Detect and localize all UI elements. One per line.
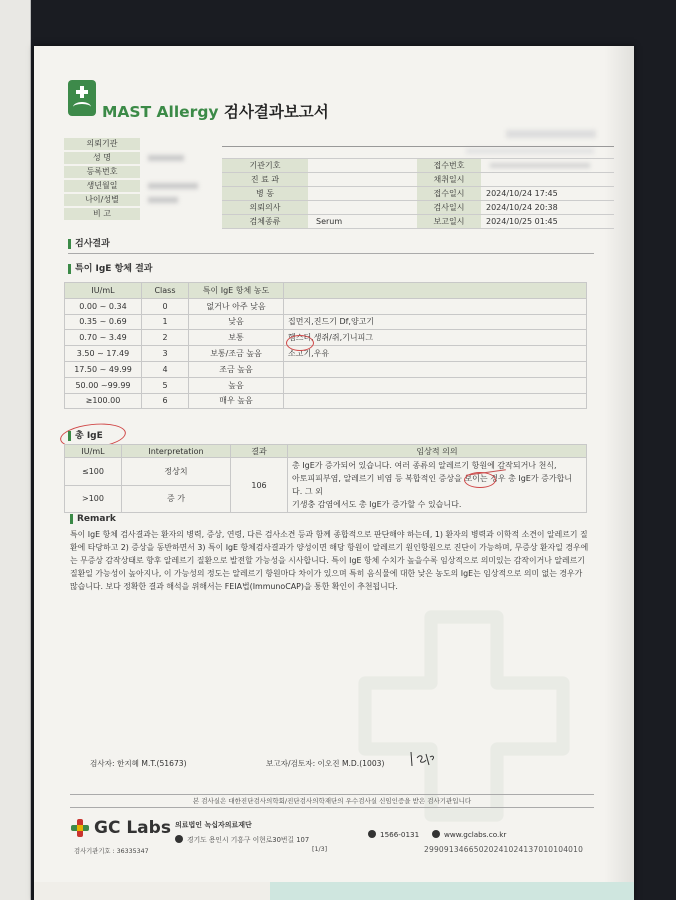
lab-label: 의뢰의사 [249,203,281,212]
column-header: IU/mL [65,445,122,458]
level-cell: 높음 [189,377,284,393]
range-cell: 0.00 ~ 0.34 [65,298,142,314]
lab-label: 검체종류 [249,217,281,226]
lab-label: 기관기호 [249,161,281,170]
phone-icon [368,830,376,838]
interpretation-cell: 증 가 [122,485,231,513]
certification-notice: 본 검사실은 대한진단검사의학회/진단검사의학재단의 우수검사실 신임인증을 받은 검사기관입니다 [192,797,472,805]
watermark-cross-icon [334,606,594,826]
footer-band [270,882,634,900]
column-header: 임상적 의의 [288,445,587,458]
table-row [65,314,587,330]
website [432,830,506,839]
lab-row [222,159,614,173]
allergens-cell [284,393,587,409]
class-cell: 5 [142,377,189,393]
lab-label: 검사일시 [433,203,465,212]
lab-value: 2024/10/24 20:38 [486,203,558,212]
clinical-significance [288,458,587,513]
level-cell: 보통/조금 높음 [189,346,284,362]
table-row [65,393,587,409]
lab-value: Serum [316,217,343,226]
range-cell: 3.50 ~ 17.49 [65,346,142,362]
section-specific-ige: 특이 IgE 항체 결과 [68,264,153,274]
allergens-cell: 집먼지,진드기 Df,양고기 [284,314,587,330]
result-value: 106 [231,458,288,513]
level-cell: 매우 높음 [189,393,284,409]
lab-row [222,187,614,201]
redacted-value [148,155,184,161]
globe-icon [432,830,440,838]
remark-text: 특이 IgE 항체 검사결과는 환자의 병력, 증상, 연령, 다른 검사소견 등과 함께 종합적으로 판단해야 하는데, 1) 환자의 병력과 이학적 소견이 알레르기 질환에 타당하고 2) 증상을 동반하면서 3) 특이 IgE 항체검사결과가 양성이면 해당 항원이 알레르기 원인항원으로 진단이 가능하며, 무증상 환자일 경우에는 무증상 감작상태로 향후 알레르기 질환으로 발전할 가능성을 시사합니다. 특이 IgE 항체 수치가 높을수록 임상적으로 의미있는 감작이거나 알레르기 질환일 가능성이 높아지나, 이 가능성의 정도는 알레르기 항원마다 차이가 있으며 특히 음식물에 대한 낮은 농도의 IgE는 임상적으로 의미 없는 경우가 많습니다. 보다 정확한 결과 해석을 위해서는 FEIA법(ImmunoCAP)을 통한 확인이 추천됩니다. [70,530,589,591]
clinical-line: 아토피피부염, 알레르기 비염 등 복합적인 증상을 보이는 경우 총 IgE가 증가합니다. 그 외 [292,474,573,496]
patient-row [64,152,224,166]
range-cell: ≤100 [65,458,122,486]
lab-row [222,173,614,187]
column-header: IU/mL [65,283,142,299]
page-number: [1/3] [312,846,328,853]
redacted-header-text [466,148,594,154]
section-total-ige: 총 IgE [68,431,103,441]
clinical-line: 총 IgE가 증가되어 있습니다. 여러 종류의 알레르기 항원에 감작되거나 천식, [292,461,557,470]
handwritten-signature-icon [408,748,438,770]
table-header-row [65,445,587,458]
patient-row [64,194,224,208]
report-page [34,46,634,900]
pen-circle-mark [286,335,314,351]
lab-label: 접수일시 [433,189,465,198]
location-icon [175,835,183,843]
report-logo-icon [68,80,96,116]
gc-cross-logo-icon [70,818,90,838]
pen-circle-mark [464,472,496,488]
level-cell: 낮음 [189,314,284,330]
column-header: 결과 [231,445,288,458]
range-cell: ≥100.00 [65,393,142,409]
column-header: Interpretation [122,445,231,458]
table-row [65,298,587,314]
class-cell: 2 [142,330,189,346]
class-cell: 4 [142,361,189,377]
allergens-cell [284,377,587,393]
patient-label: 비 고 [64,208,140,221]
table-row [65,458,587,486]
allergens-cell [284,361,587,377]
redacted-value [148,183,198,189]
patient-label: 의뢰기관 [64,138,140,151]
patient-label: 나이/성별 [64,194,140,207]
patient-row [64,208,224,222]
range-cell: >100 [65,485,122,513]
lab-label: 병 동 [256,189,274,198]
table-row [65,361,587,377]
class-cell: 1 [142,314,189,330]
range-cell: 0.70 ~ 3.49 [65,330,142,346]
divider [70,807,594,808]
brand-name: GC Labs [94,818,171,838]
lab-label: 보고일시 [433,217,465,226]
section-remark: Remark [70,514,116,524]
lab-label: 진 료 과 [250,175,280,184]
phone [368,830,419,839]
patient-row [64,138,224,152]
total-ige-table [64,444,587,513]
class-cell: 3 [142,346,189,362]
column-header [284,283,587,299]
lab-row [222,201,614,215]
lab-label: 접수번호 [433,161,465,170]
column-header: Class [142,283,189,299]
allergens-cell: 소고기,우유 [284,346,587,362]
reporter-signature-line: 보고자/검토자: 이오진 M.D.(1003) [266,759,385,768]
lab-value: 2024/10/25 01:45 [486,217,558,226]
website-text: www.gclabs.co.kr [444,830,507,839]
section-results: 검사결과 [68,239,110,249]
level-cell: 보통 [189,330,284,346]
level-cell: 조금 높음 [189,361,284,377]
patient-label: 생년월일 [64,180,140,193]
redacted-header-text [506,130,596,138]
range-cell: 50.00 ~99.99 [65,377,142,393]
clinical-line: 기생충 감염에서도 총 IgE가 증가할 수 있습니다. [292,500,462,509]
patient-label: 성 명 [64,152,140,165]
allergens-cell: 햄스터,생쥐/쥐,기니피그 [284,330,587,346]
phone-text: 1566-0131 [380,830,420,839]
table-row [65,346,587,362]
class-cell: 6 [142,393,189,409]
class-cell: 0 [142,298,189,314]
lab-value: 2024/10/24 17:45 [486,189,558,198]
foundation-name: 의료법인 녹십자의료재단 [175,821,252,829]
allergens-cell [284,298,587,314]
range-cell: 0.35 ~ 0.69 [65,314,142,330]
patient-info [64,138,224,222]
table-row [65,377,587,393]
lab-row [222,215,614,229]
divider [68,253,594,254]
table-header-row [65,283,587,299]
patient-label: 등록번호 [64,166,140,179]
patient-row [64,180,224,194]
redacted-value [148,197,178,203]
divider [222,146,614,147]
level-cell: 없거나 아주 낮음 [189,298,284,314]
address-text: 경기도 용인시 기흥구 이현로30번길 107 [187,836,310,844]
specific-ige-table [64,282,587,409]
barcode-number: 29909134665020241024137010104010 [424,845,584,854]
registration-number: 검사기관기호 : 36335347 [74,848,149,855]
redacted-value [490,163,590,168]
tester-signature-line: 검사자: 한지혜 M.T.(51673) [90,759,187,768]
patient-row [64,166,224,180]
range-cell: 17.50 ~ 49.99 [65,361,142,377]
lab-label: 채취일시 [433,175,465,184]
table-row [65,330,587,346]
report-title: MAST Allergy 검사결과보고서 [102,103,329,121]
footer-band [34,882,270,900]
underlying-page [0,0,31,900]
interpretation-cell: 정상치 [122,458,231,486]
column-header: 특이 IgE 항체 농도 [189,283,284,299]
address [175,834,309,844]
